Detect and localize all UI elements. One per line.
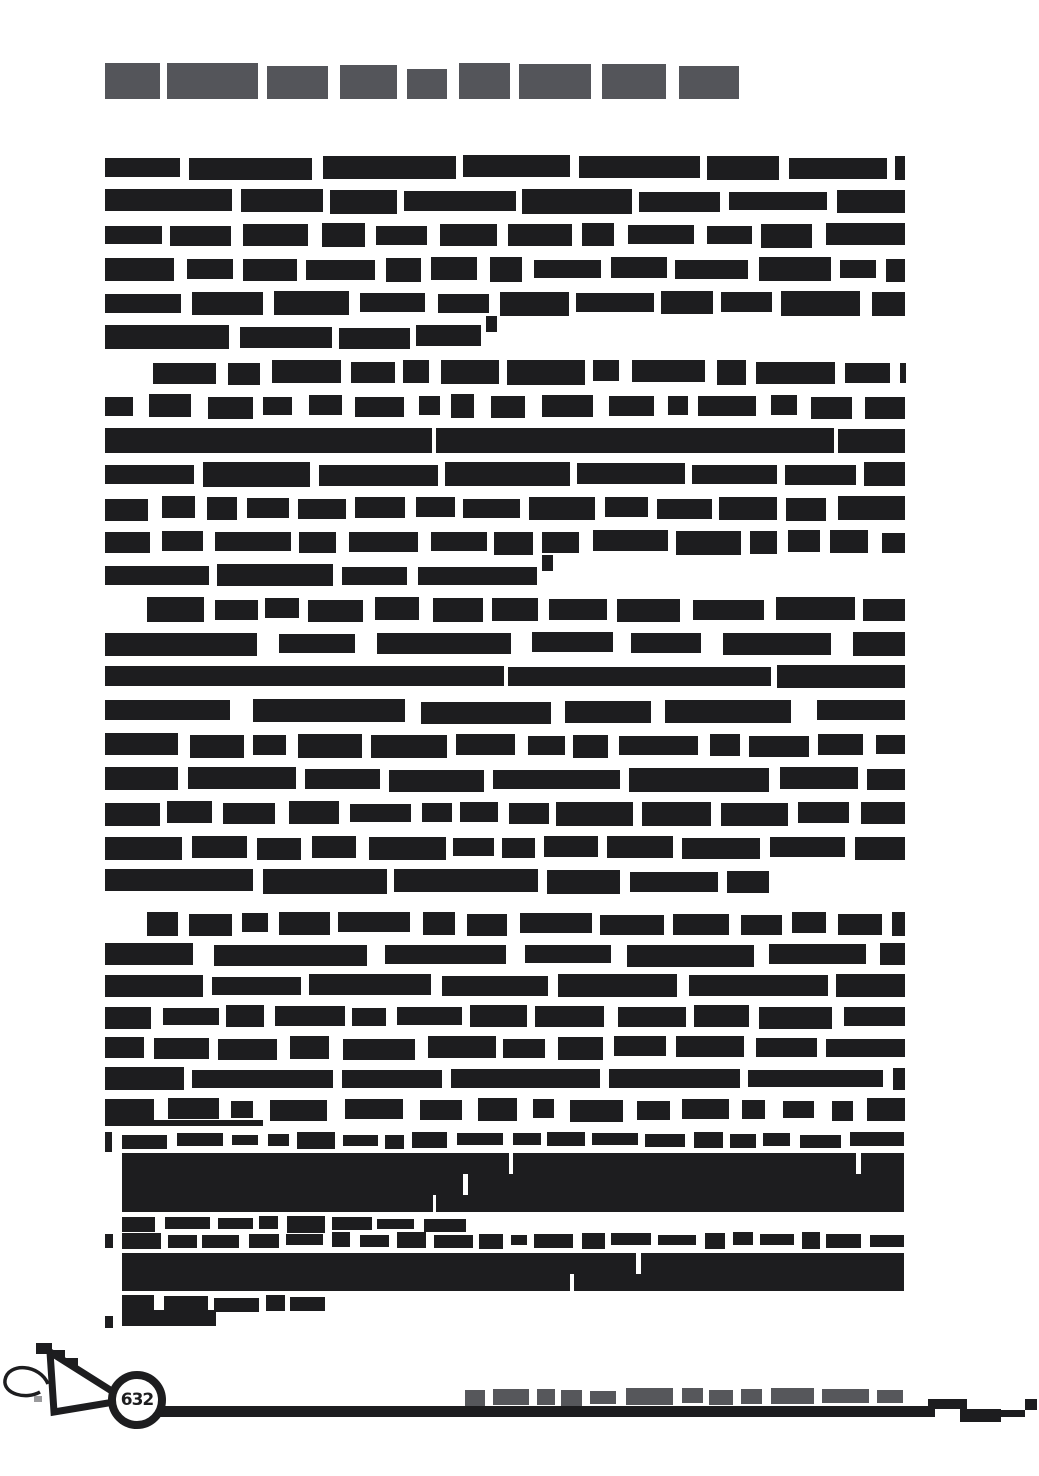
- paragraph-4-line: [105, 1067, 905, 1091]
- paragraph-3-line: [105, 869, 769, 894]
- footnote-rule: [105, 1120, 263, 1126]
- footer-swash-step-3: [1001, 1410, 1025, 1417]
- paragraph-3-line: [105, 801, 905, 826]
- footnote-2-line: [122, 1274, 904, 1291]
- paragraph-3-line: [105, 699, 905, 724]
- paragraph-2-line: [105, 428, 905, 453]
- paragraph-2-line: [153, 360, 905, 385]
- paragraph-2-line: [105, 394, 905, 419]
- paragraph-1-line: [105, 189, 905, 214]
- paragraph-4-line: [105, 1005, 905, 1029]
- footnote-2-line: [122, 1253, 904, 1274]
- paragraph-4-line: [105, 943, 905, 967]
- paragraph-4-line: [105, 1036, 905, 1060]
- footer-rule: [150, 1406, 935, 1417]
- paragraph-3-line: [147, 597, 905, 622]
- page-number: 632: [120, 1390, 154, 1410]
- paragraph-3-line: [105, 835, 905, 860]
- footnote-1-line: [122, 1195, 904, 1212]
- paragraph-3-line: [105, 665, 905, 690]
- paragraph-1-line: [105, 223, 905, 248]
- paragraph-4-line: [105, 974, 905, 998]
- footnote-1-line: [122, 1174, 904, 1195]
- footnote-1-line: [122, 1216, 466, 1233]
- paragraph-3-line: [105, 631, 905, 656]
- footer-swash-step-2: [960, 1409, 1001, 1422]
- paragraph-4-line: [147, 912, 905, 936]
- paragraph-3-line: [105, 767, 905, 792]
- paragraph-4-line: [105, 1098, 905, 1122]
- paragraph-1-line: [105, 325, 481, 350]
- footer-swash-step-4: [1025, 1399, 1037, 1410]
- paragraph-2-line: [105, 496, 905, 521]
- paragraph-1-line: [105, 291, 905, 316]
- footnote-marker-1: [105, 1132, 112, 1152]
- footer-running-title-line: [465, 1388, 903, 1407]
- paragraph-1-line: [105, 257, 905, 282]
- paragraph-1-line: [105, 155, 905, 180]
- footnote-marker-2: [105, 1234, 113, 1248]
- chapter-title-line: [105, 63, 739, 99]
- paragraph-2-line: [105, 462, 905, 487]
- footnote-1-line: [122, 1132, 904, 1149]
- footnote-marker-3: [105, 1316, 113, 1328]
- paragraph-2-line: [105, 564, 537, 589]
- footnote-2-line: [122, 1232, 904, 1249]
- paragraph-3-line: [105, 733, 905, 758]
- footnote-3-line: [122, 1310, 216, 1326]
- footer-swash-step-1: [928, 1399, 967, 1409]
- footnote-1-line: [122, 1153, 904, 1174]
- page-number-badge: [108, 1371, 166, 1429]
- paragraph-2-line: [105, 530, 905, 555]
